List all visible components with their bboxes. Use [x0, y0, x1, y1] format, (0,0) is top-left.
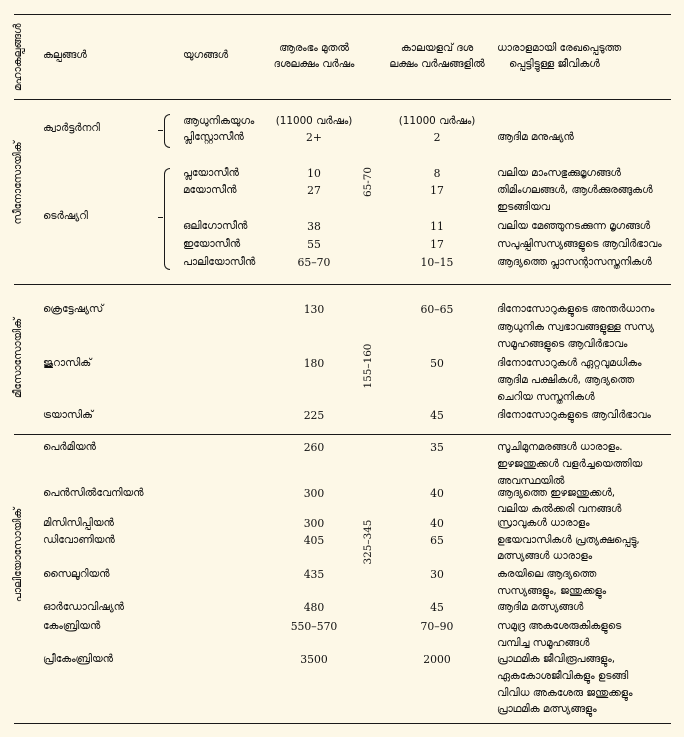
permian-life-line2: ഇഴജന്തുക്കൾ വളർച്ചയെത്തിയ: [497, 458, 643, 470]
precambrian-life-line2: ഏകകോശജീവികളും ഉടങ്ങി: [497, 670, 629, 682]
quaternary-brace: [164, 114, 170, 148]
period-devonian: ഡിവോണിയൻ: [43, 534, 115, 546]
era-paleozoic: പാലിയോസോയിക്: [12, 507, 24, 603]
jurassic-life-line1: ദിനോസോറുകൾ ഏറ്റവുമധികം: [497, 357, 642, 369]
pleistocene-life: ആദിമ മനുഷ്യൻ: [497, 131, 574, 143]
cretaceous-life-line1: ദിനോസോറുകളുടെ അന്തർധാനം: [497, 303, 655, 315]
pleistocene-start: 2+: [306, 131, 322, 144]
devonian-life-line1: ഉഭയവാസികൾ പ്രത്യക്ഷപ്പെട്ടു,: [497, 534, 640, 546]
pennsylvanian-life-line2: വലിയ കൽക്കരി വനങ്ങൾ: [497, 503, 622, 515]
era-mesozoic: മീസോസോയിക്: [12, 318, 24, 398]
mississippian-duration: 40: [430, 517, 444, 530]
span-cenozoic: 65-70: [362, 167, 374, 197]
tertiary-brace: [164, 168, 170, 270]
period-cretaceous: ക്രെട്ടേഷ്യസ്: [43, 303, 104, 315]
ordovician-life: ആദിമ മത്സ്യങ്ങൾ: [497, 601, 584, 613]
pennsylvanian-duration: 40: [430, 487, 444, 500]
oligocene-start: 38: [307, 220, 321, 233]
period-ordovician: ഓർഡോവിഷ്യൻ: [43, 601, 124, 613]
oligocene-life: വലിയ മേഞ്ഞുനടക്കുന്ന മൃഗങ്ങൾ: [497, 220, 651, 232]
devonian-duration: 65: [430, 534, 444, 547]
tertiary-brace-tip: [158, 217, 163, 218]
eocene-duration: 17: [430, 238, 444, 251]
header-period: കല്പങ്ങൾ: [43, 49, 87, 61]
pliocene-start: 10: [307, 167, 321, 180]
header-start-line1: ആരംഭം മുതൽ: [279, 42, 349, 54]
paleocene-life: ആദ്യത്തെ പ്ലാസന്റാസസ്തനികൾ: [497, 256, 652, 268]
cenozoic-rule: [14, 284, 671, 285]
epoch-eocene: ഇയോസീൻ: [183, 238, 241, 250]
period-mississippian: മിസിസിപ്പിയൻ: [43, 517, 114, 529]
bottom-rule: [14, 723, 671, 724]
precambrian-life-line4: പ്രാഥമിക മത്സ്യങ്ങളും: [497, 703, 597, 715]
mississippian-life: സ്രാവുകൾ ധാരാളം: [497, 517, 590, 529]
epoch-pleistocene: പ്ലിസ്റ്റോസീൻ: [183, 131, 244, 143]
ordovician-start: 480: [303, 601, 325, 614]
jurassic-life-line2: ആദിമ പക്ഷികൾ, ആദ്യത്തെ: [497, 374, 634, 386]
cambrian-start: 550–570: [290, 620, 338, 633]
miocene-start: 27: [307, 184, 321, 197]
permian-start: 260: [303, 441, 325, 454]
epoch-oligocene: ഒലിഗോസീൻ: [183, 220, 248, 232]
pliocene-life: വലിയ മാംസഭുക്കുമൃഗങ്ങൾ: [497, 167, 621, 179]
header-start-line2: ദശലക്ഷം വർഷം: [273, 58, 355, 70]
pennsylvanian-life-line1: ആദ്യത്തെ ഇഴജന്തുക്കൾ,: [497, 487, 616, 499]
span-paleozoic: 325–345: [362, 519, 374, 565]
cambrian-life-line2: വമ്പിച്ച സമൂഹങ്ങൾ: [497, 637, 590, 649]
cretaceous-duration: 60–65: [420, 303, 454, 316]
period-silurian: സൈലൂറിയൻ: [43, 568, 110, 580]
header-rule: [14, 99, 671, 100]
period-precambrian: പ്രീകേംബ്രിയൻ: [43, 653, 113, 665]
devonian-start: 405: [303, 534, 325, 547]
mesozoic-rule: [14, 434, 671, 435]
header-life-line2: പ്പെട്ടിട്ടുള്ള ജീവികൾ: [509, 58, 600, 70]
paleocene-start: 65–70: [297, 256, 331, 269]
era-cenozoic: സീനോസോയിക്: [12, 141, 24, 225]
epoch-pliocene: പ്ലയോസീൻ: [183, 167, 239, 179]
miocene-duration: 17: [430, 184, 444, 197]
jurassic-duration: 50: [430, 357, 444, 370]
precambrian-life-line1: പ്രാഥമിക ജീവിരൂപങ്ങളും,: [497, 653, 616, 665]
header-epoch: യുഗങ്ങൾ: [183, 49, 229, 61]
jurassic-life-line3: ചെറിയ സസ്തനികൾ: [497, 391, 595, 403]
silurian-life-line1: കരയിലെ ആദ്യത്തെ: [497, 568, 597, 580]
span-mesozoic: 155–160: [362, 343, 374, 389]
precambrian-life-line3: വിവിധ അകശേരു ജന്തുക്കളും: [497, 687, 633, 699]
devonian-life-line2: മത്സ്യങ്ങൾ ധാരാളം: [497, 550, 593, 562]
permian-life-line1: സൂചിമുനമരങ്ങൾ ധാരാളം.: [497, 441, 623, 453]
period-pennsylvanian: പെൻസിൽവേനിയൻ: [43, 487, 144, 499]
ordovician-duration: 45: [430, 601, 444, 614]
precambrian-start: 3500: [300, 653, 328, 666]
miocene-life-line2: ഇടങ്ങിയവ: [497, 201, 550, 213]
period-triassic: ട്രയാസിക്: [43, 409, 93, 421]
holocene-duration: (11000 വർഷം): [398, 115, 476, 127]
pleistocene-duration: 2: [433, 131, 441, 144]
holocene-start: (11000 വർഷം): [275, 115, 353, 127]
period-quaternary: ക്വാർട്ടർനറി: [43, 122, 100, 134]
epoch-holocene: ആധുനികയുഗം: [183, 115, 255, 127]
pennsylvanian-start: 300: [303, 487, 325, 500]
period-jurassic: ജുറാസിക്: [43, 357, 92, 369]
cambrian-duration: 70–90: [420, 620, 454, 633]
cretaceous-life-line2: ആധുനിക സ്വഭാവങ്ങളുള്ള സസ്യ: [497, 321, 654, 333]
quaternary-brace-tip: [158, 130, 163, 131]
silurian-duration: 30: [430, 568, 444, 581]
epoch-paleocene: പാലിയോസീൻ: [183, 256, 256, 268]
eocene-start: 55: [307, 238, 321, 251]
triassic-duration: 45: [430, 409, 444, 422]
silurian-life-line2: സസ്യങ്ങളും, ജന്തുക്കളും: [497, 585, 607, 597]
header-duration-line1: കാലയളവ് ദശ: [400, 42, 474, 54]
precambrian-duration: 2000: [423, 653, 451, 666]
cretaceous-start: 130: [303, 303, 325, 316]
header-life-line1: ധാരാളമായി രേഖപ്പെടുത്ത: [497, 42, 622, 54]
cretaceous-life-line3: സമൂഹങ്ങളുടെ ആവിർഭാവം: [497, 338, 628, 350]
period-tertiary: ടെർഷ്യറി: [43, 210, 88, 222]
permian-life-line3: അവസ്ഥയിൽ: [497, 475, 565, 487]
eocene-life: സപുഷ്പിസസ്യങ്ങളുടെ ആവിർഭാവം: [497, 238, 662, 250]
paleocene-duration: 10–15: [420, 256, 454, 269]
mississippian-start: 300: [303, 517, 325, 530]
period-cambrian: കേംബ്രിയൻ: [43, 620, 101, 632]
pliocene-duration: 8: [433, 167, 441, 180]
miocene-life-line1: തിമിംഗലങ്ങൾ, ആൾക്കുരങ്ങുകൾ: [497, 184, 653, 196]
cambrian-life-line1: സമുദ്ര അകശേരുകികളുടെ: [497, 620, 622, 632]
header-era: മഹാകല്പങ്ങൾ: [12, 23, 24, 91]
silurian-start: 435: [303, 568, 325, 581]
epoch-miocene: മയോസീൻ: [183, 184, 237, 196]
period-permian: പെർമിയൻ: [43, 441, 96, 453]
permian-duration: 35: [430, 441, 444, 454]
jurassic-start: 180: [303, 357, 325, 370]
header-duration-line2: ലക്ഷം വർഷങ്ങളിൽ: [389, 58, 485, 70]
triassic-start: 225: [303, 409, 325, 422]
triassic-life: ദിനോസോറുകളുടെ ആവിർഭാവം: [497, 409, 651, 421]
top-rule: [14, 14, 671, 15]
oligocene-duration: 11: [430, 220, 444, 233]
